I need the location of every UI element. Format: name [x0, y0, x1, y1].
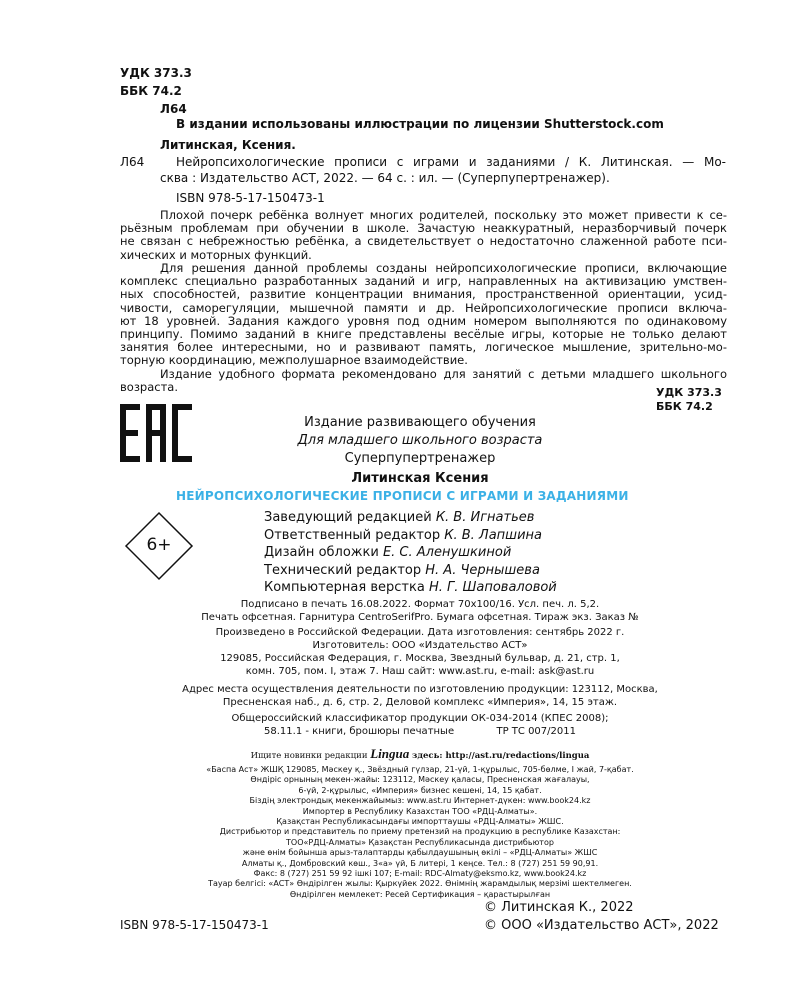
- edition-series: Суперпупертренажер: [344, 451, 496, 466]
- credit-name: Е. С. Аленушкиной: [382, 545, 512, 560]
- abstract-paragraph-3: [120, 368, 727, 394]
- lingua-after: здесь: http://ast.ru/redactions/lingua: [411, 751, 590, 761]
- importer-line: «Баспа Аст» ЖШҚ 129085, Мәскеу қ., Звёздный гүлзар, 21-үй, 1-құрылыс, 705-бөлме, I жай, 7-қабат.: [206, 765, 634, 774]
- bbk-code: ББК 74.2: [120, 84, 182, 98]
- copyright-author: © Литинская К., 2022: [484, 900, 634, 915]
- udk-code: УДК 373.3: [120, 66, 192, 80]
- right-udk-code: УДК 373.3: [656, 386, 722, 399]
- eac-mark-icon: [120, 404, 192, 462]
- catalog-desc-line1: Нейропсихологические прописи с играми и заданиями / К. Литинская. — Мо-: [176, 155, 726, 169]
- credit-name: Н. А. Чернышева: [425, 562, 540, 578]
- credit-row: [264, 579, 557, 597]
- abstract-line: торную координацию, межполушарное взаимодействие.: [120, 353, 468, 368]
- importer-line: ТОО«РДЦ-Алматы» Қазақстан Республикасында дистрибьютор: [286, 837, 554, 847]
- abstract-line: занятия более интересными, но и развивают память, логическое мышление, зрительно-мо-: [120, 340, 727, 355]
- production-line: 129085, Российская Федерация, г. Москва, Звездный бульвар, д. 21, стр. 1,: [220, 653, 620, 664]
- abstract-line: комплекс специально разработанных заданий и игр, направленных на активизацию умствен-: [120, 274, 727, 289]
- address-line: Адрес места осуществления деятельности по изготовлению продукции: 123112, Москва,: [182, 684, 658, 695]
- abstract-line: ют 18 уровней. Задания каждого уровня под одним номером выполняются по одинаковому: [120, 313, 727, 328]
- print-info: [170, 598, 670, 624]
- right-bbk-code: ББК 74.2: [656, 400, 713, 413]
- classifier-code: 58.11.1 - книги, брошюры печатные: [264, 726, 455, 737]
- importer-line: және өнім бойынша арыз-талаптарды қабылдаушының өкілі – «РДЦ-Алматы» ЖШС: [242, 848, 598, 858]
- age-mark: [124, 511, 194, 581]
- catalog-author-mark: Л64: [120, 155, 145, 169]
- abstract-line: хических и моторных функций.: [120, 247, 312, 262]
- abstract-line: Издание удобного формата рекомендовано для занятий с детьми младшего школьного: [160, 367, 727, 381]
- credit-name: К. В. Игнатьев: [435, 510, 535, 525]
- lingua-logo: Lingua: [370, 746, 410, 761]
- credit-role: Дизайн обложки: [264, 545, 379, 560]
- credit-name: К. В. Лапшина: [444, 527, 542, 543]
- abstract-line: возраста.: [120, 380, 178, 395]
- credit-row: [264, 562, 557, 580]
- importer-line: 6-үй, 2-құрылыс, «Империя» бизнес кешені, 14, 15 қабат.: [298, 785, 542, 795]
- lingua-line: [170, 746, 670, 762]
- production-line: Изготовитель: ООО «Издательство АСТ»: [312, 640, 528, 651]
- importer-line: Импортер в Республику Казахстан ТОО «РДЦ-Алматы».: [302, 806, 538, 816]
- classifier-line1: Общероссийский классификатор продукции ОК-034-2014 (КПЕС 2008);: [231, 713, 609, 724]
- abstract-line: рьёзным проблемам при обучении в школе. Зачастую неаккуратный, неразборчивый почерк: [120, 221, 727, 236]
- importer-info: [150, 765, 690, 900]
- age-mark-label: 6+: [146, 535, 172, 555]
- classifier-info: [170, 712, 670, 738]
- abstract-paragraph-2: [120, 262, 727, 368]
- credit-row: [264, 544, 557, 562]
- importer-line: Тауар белгісі: «АСТ» Өндірілген жылы: Қыркүйек 2022. Өнімнің жарамдылық мерзімі шектелмеген.: [208, 879, 632, 889]
- abstract-paragraph-1: [120, 209, 727, 262]
- print-method: Печать офсетная. Гарнитура CentroSerifPro. Бумага офсетная. Тираж экз. Заказ №: [201, 612, 639, 623]
- credit-name: Н. Г. Шаповаловой: [428, 580, 557, 595]
- catalog-isbn: ISBN 978-5-17-150473-1: [176, 191, 325, 205]
- address-line: Пресненская наб., д. 6, стр. 2, Деловой комплекс «Империя», 14, 15 этаж.: [222, 697, 618, 708]
- importer-line: Қазақстан Республикасындағы импорттаушы «РДЦ-Алматы» ЖШС.: [276, 817, 564, 827]
- production-line: Произведено в Российской Федерации. Дата изготовления: сентябрь 2022 г.: [215, 627, 625, 638]
- edition-type: Издание развивающего обучения: [304, 415, 536, 430]
- abstract-line: не связан с небрежностью ребёнка, а свидетельствует о недостаточно слаженной работе пси-: [120, 234, 727, 249]
- production-line: комн. 705, пом. I, этаж 7. Наш сайт: www.ast.ru, e-mail: ask@ast.ru: [245, 666, 595, 677]
- license-note: В издании использованы иллюстрации по лицензии Shutterstock.com: [176, 117, 664, 131]
- catalog-author-heading: Литинская, Ксения.: [160, 138, 296, 152]
- author-mark: Л64: [160, 102, 187, 116]
- book-title: НЕЙРОПСИХОЛОГИЧЕСКИЕ ПРОПИСИ С ИГРАМИ И ЗАДАНИЯМИ: [176, 489, 629, 503]
- abstract-line: чивости, саморегуляции, мышечной памяти и др. Нейропсихологические прописи включа-: [120, 300, 727, 315]
- credit-role: Компьютерная верстка: [264, 580, 425, 595]
- classifier-standard: ТР ТС 007/2011: [496, 726, 576, 737]
- edition-audience: Для младшего школьного возраста: [297, 433, 543, 448]
- abstract-line: ных способностей, развитие концентрации внимания, пространственной ориентации, усид-: [120, 287, 727, 302]
- production-info: [170, 626, 670, 678]
- importer-line: Дистрибьютор и представитель по приему претензий на продукцию в республике Казахстан:: [219, 827, 621, 837]
- print-signed: Подписано в печать 16.08.2022. Формат 70x100/16. Усл. печ. л. 5,2.: [240, 599, 600, 610]
- catalog-desc-line2: сква : Издательство АСТ, 2022. — 64 с. : ил. — (Суперпупертренажер).: [160, 171, 610, 185]
- credit-role: Технический редактор: [264, 562, 422, 578]
- bottom-isbn: ISBN 978-5-17-150473-1: [120, 918, 269, 932]
- importer-line: Өндірілген мемлекет: Ресей Сертификация – қарастырылған: [289, 889, 551, 899]
- credit-role: Ответственный редактор: [264, 527, 441, 543]
- address-info: [170, 683, 670, 709]
- copyright-publisher: © ООО «Издательство АСТ», 2022: [484, 918, 719, 933]
- lingua-before: Ищите новинки редакции: [250, 751, 368, 761]
- importer-line: Біздің электрондық мекенжайымыз: www.ast.ru Интернет-дүкен: www.book24.kz: [249, 796, 591, 806]
- credit-row: [264, 527, 557, 545]
- abstract-line: принципу. Помимо заданий в книге представлены весёлые игры, которые не только делают: [120, 327, 727, 342]
- credit-row: [264, 509, 557, 527]
- credit-role: Заведующий редакцией: [264, 510, 432, 525]
- importer-line: Алматы қ., Домбровский көш., 3«а» үй, Б литері, 1 кеңсе. Тел.: 8 (727) 251 59 90,91.: [241, 858, 599, 868]
- abstract-line: Для решения данной проблемы созданы нейропсихологические прописи, включающие: [160, 261, 727, 275]
- book-author: Литинская Ксения: [351, 471, 489, 486]
- classifier-line2: [170, 725, 670, 738]
- importer-line: Өндіріс орнының мекен-жайы: 123112, Мәскеу қаласы, Пресненская жағалауы,: [250, 775, 590, 785]
- abstract-line: Плохой почерк ребёнка волнует многих родителей, поскольку это может привести к се-: [160, 208, 727, 222]
- credits-list: [264, 509, 557, 597]
- importer-line: Факс: 8 (727) 251 59 92 ішкі 107; E-mail: RDC-Almaty@eksmo.kz, www.book24.kz: [253, 869, 587, 879]
